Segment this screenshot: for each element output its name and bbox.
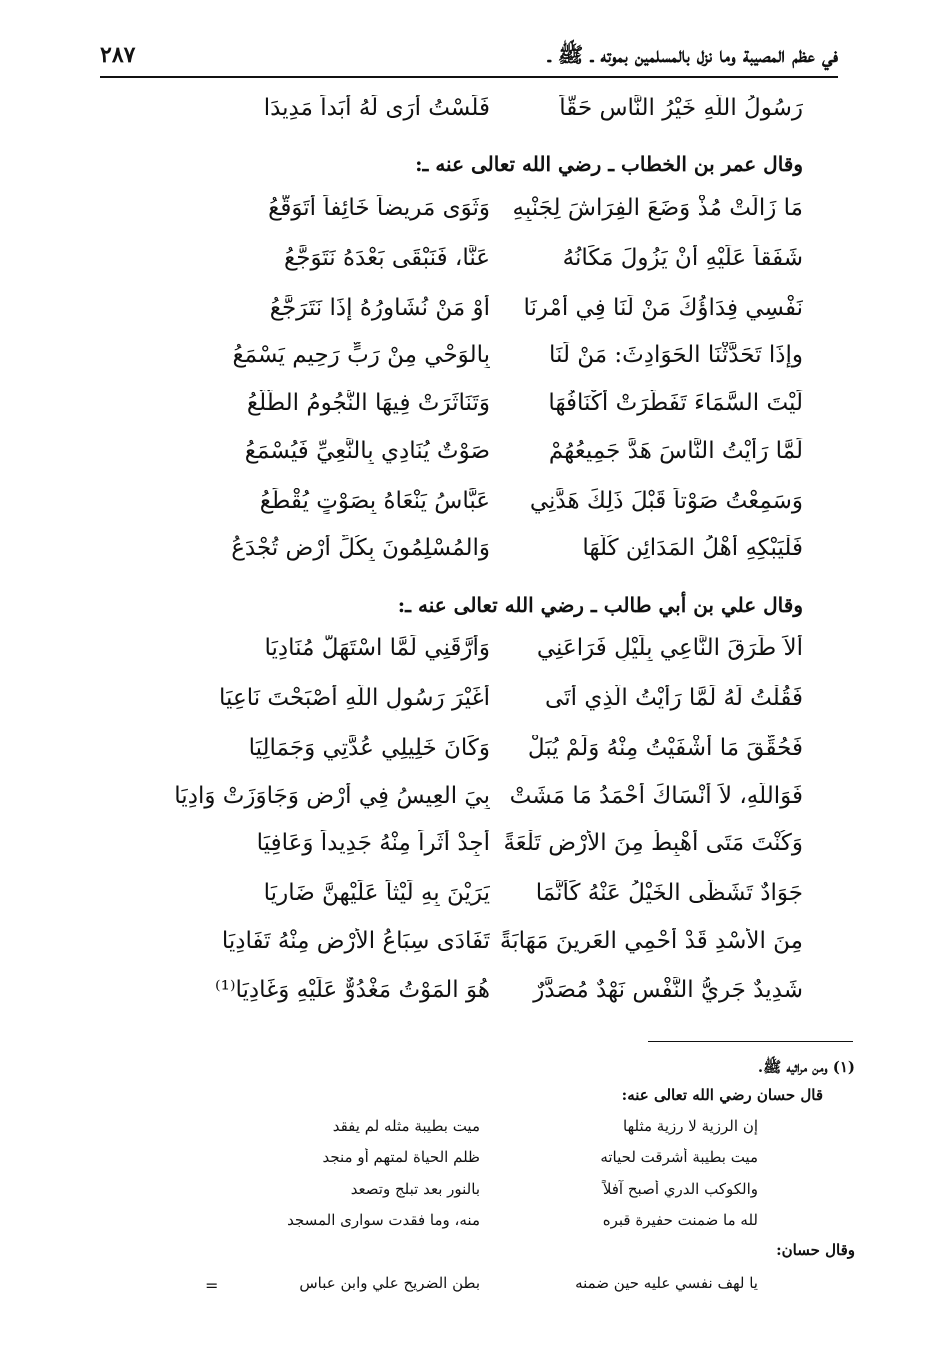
footnote-verse [210, 1148, 758, 1174]
verse-first-hemistich: مِنَ الأُسْدِ قَدْ أَحْمِي العَرِينَ مَهَابَةً [499, 928, 803, 954]
verse-first-hemistich: فَحُقِّقَ مَا أَشْفَيْتُ مِنْهُ وَلَمْ يُبَلْ [527, 735, 803, 761]
verse [160, 390, 803, 430]
verse-second-hemistich: وَالمُسْلِمُونَ بِكُلِّ أَرْضٍ تُجْدَعُ [231, 535, 490, 561]
verse [160, 635, 803, 675]
verse [160, 977, 803, 1017]
verse [160, 685, 803, 725]
verse-second-hemistich: فَلَسْتُ أَرَى لَهُ أَبَداً مَدِيدَا [263, 95, 490, 121]
verse-second-hemistich: هُوَ المَوْتُ مَغْدُوٌّ عَلَيْهِ وَغَادِيَا⁽¹⁾ [214, 977, 490, 1003]
verse-first-hemistich: لَمَّا رَأَيْتُ النَّاسَ هَدَّ جَمِيعُهُمْ [548, 438, 803, 464]
verse-second-hemistich: أَجِدْ أَثَراً مِنْهُ جَدِيداً وَعَافِيَا [256, 830, 490, 856]
footnote-second-hemistich: بالنور بعد تبلج وتصعد [350, 1180, 480, 1198]
footnote-first-hemistich: يا لهف نفسي عليه حين ضمنه [575, 1274, 758, 1292]
verse [160, 535, 803, 575]
verse-first-hemistich: فَقُلْتُ لَهُ لَمَّا رَأَيْتُ الَّذِي أَتَى [545, 685, 803, 711]
header-rule [100, 76, 838, 78]
verse-first-hemistich: وإِذَا تَحَدَّثْنَا الحَوَادِثَ: مَنْ لَنَا [549, 342, 803, 368]
footnote-first-hemistich: ميت بطيبة أشرقت لحياته [600, 1148, 758, 1166]
verse-second-hemistich: عَنَّا، فَنَبْقَى بَعْدَهُ نَتَوَجَّعُ [283, 245, 490, 271]
verse-first-hemistich: أَلاَ طَرَقَ النَّاعِي بِلَيْلٍ فَرَاعَنِي [536, 635, 803, 661]
continuation-mark: = [205, 1276, 219, 1295]
verse [160, 830, 803, 870]
verse-first-hemistich: مَا زَالَتْ مُذْ وَضَعَ الفِرَاشَ لِجَنْبِهِ [512, 195, 803, 221]
verse [160, 488, 803, 528]
verse [160, 195, 803, 235]
footnote-first-hemistich: والكوكب الدري أصبح آفلاً [602, 1180, 758, 1198]
footnote-verse [210, 1211, 758, 1237]
footnote-verse [210, 1274, 758, 1300]
running-header [100, 38, 838, 78]
verse-first-hemistich: جَوَادٌ تَشَظَّى الخَيْلُ عَنْهُ كَأَنَّمَا [535, 880, 803, 906]
verse [160, 928, 803, 968]
footnote-second-hemistich: ظلم الحياة لمتهم أو منجد [322, 1148, 480, 1166]
verse-second-hemistich: أَغَيْرَ رَسُولِ اللَّهِ أَصْبَحْتَ نَاعِيَا [219, 685, 490, 711]
verse [160, 295, 803, 335]
verse-second-hemistich: بِيَ العِيسُ فِي أَرْضٍ وَجَاوَزَتْ وَادِيَا [174, 783, 490, 809]
verse-first-hemistich: وَسَمِعْتُ صَوْتاً قَبْلَ ذَلِكَ هَدَّنِي [529, 488, 803, 514]
verse [160, 783, 803, 823]
footnote-second-hemistich: منه، وما فقدت سوارى المسجد [287, 1211, 480, 1229]
verse-second-hemistich: أَوْ مَنْ نُشَاوِرُهُ إِذَا نَتَرَجَّعُ [269, 295, 490, 321]
footnote-first-hemistich: لله ما ضمنت حفيرة قبره [602, 1211, 758, 1229]
verse [160, 245, 803, 285]
verse-second-hemistich: تَفَادَى سِبَاعُ الأَرْضِ مِنْهُ تَفَادِيَا [221, 928, 490, 954]
footnote-marker: (١) ومن مراثيه ﷺ. [757, 1058, 855, 1076]
intro-omar: وقال عمر بن الخطاب ـ رضي الله تعالى عنه ـ: [415, 152, 803, 176]
verse [160, 735, 803, 775]
verse-first-hemistich: شَدِيدٌ جَرِيُّ النَّفْسِ نَهْدٌ مُصَدَّرٌ [533, 977, 803, 1003]
footnote-intro-hassan-2: وقال حسان: [776, 1241, 855, 1259]
footnote-verse [210, 1117, 758, 1143]
verse-second-hemistich: وَكَانَ خَلِيلِي عُدَّتِي وَجَمَالِيَا [248, 735, 490, 761]
verse [160, 95, 803, 135]
footnote-first-hemistich: إن الرزية لا رزية مثلها [623, 1117, 758, 1135]
verse-second-hemistich: وَأَرَّقَنِي لَمَّا اسْتَهَلَّ مُنَادِيَا [264, 635, 490, 661]
verse-second-hemistich: يَرَيْنَ بِهِ لَيْثاً عَلَيْهِنَّ ضَارِيَا [263, 880, 490, 906]
verse-first-hemistich: وَكُنْتَ مَتَى أَهْبِطُ مِنَ الأَرْضِ تَلْعَةً [503, 830, 803, 856]
footnote-second-hemistich: ميت بطيبة مثله لم يفقد [332, 1117, 480, 1135]
footnote-second-hemistich: بطن الضريح علي وابن عباس [299, 1274, 480, 1292]
footnote-verse [210, 1180, 758, 1206]
verse-second-hemistich: وَتَنَاثَرَتْ فِيهَا النُّجُومُ الطُّلَّعُ [246, 390, 490, 416]
verse-second-hemistich: وَثَوَى مَرِيضاً خَائِفاً أَتَوَقَّعُ [268, 195, 490, 221]
intro-ali: وقال علي بن أبي طالب ـ رضي الله تعالى عنه ـ: [397, 593, 803, 617]
verse [160, 438, 803, 478]
verse-first-hemistich: فَوَاللَّهِ، لاَ أَنْسَاكَ أَحْمَدُ مَا مَشَتْ [509, 783, 803, 809]
footnote-rule [648, 1041, 853, 1042]
verse-first-hemistich: نَفْسِي فِدَاؤُكَ مَنْ لَنَا فِي أَمْرِنَا [523, 295, 803, 321]
verse [160, 342, 803, 382]
verse-first-hemistich: فَلْيَبْكِهِ أَهْلُ المَدَائِنِ كُلُّهَا [582, 535, 803, 561]
verse-first-hemistich: رَسُولُ اللَّهِ خَيْرُ النَّاسِ حَقّاً [559, 95, 803, 121]
header-title: في عظم المصيبة وما نزل بالمسلمين بموته ـ ﷺ ـ [547, 42, 838, 67]
verse-second-hemistich: عَبَّاسُ يَنْعَاهُ بِصَوْتٍ يُقْطَعُ [259, 488, 490, 514]
verse-first-hemistich: لَيْتَ السَّمَاءَ تَفَطَّرَتْ أَكْنَافُهَا [548, 390, 803, 416]
verse [160, 880, 803, 920]
page-number: ٢٨٧ [100, 42, 136, 68]
verse-second-hemistich: صَوْتٌ يُنَادِي بِالنَّعِيِّ فَيُسْمَعُ [244, 438, 490, 464]
footnote-intro-hassan: قال حسان رضي الله تعالى عنه: [621, 1086, 823, 1104]
verse-first-hemistich: شَفَقاً عَلَيْهِ أَنْ يَزُولَ مَكَانُهُ [562, 245, 803, 271]
verse-second-hemistich: بِالوَحْيِ مِنْ رَبٍّ رَحِيمٍ يَسْمَعُ [232, 342, 490, 368]
